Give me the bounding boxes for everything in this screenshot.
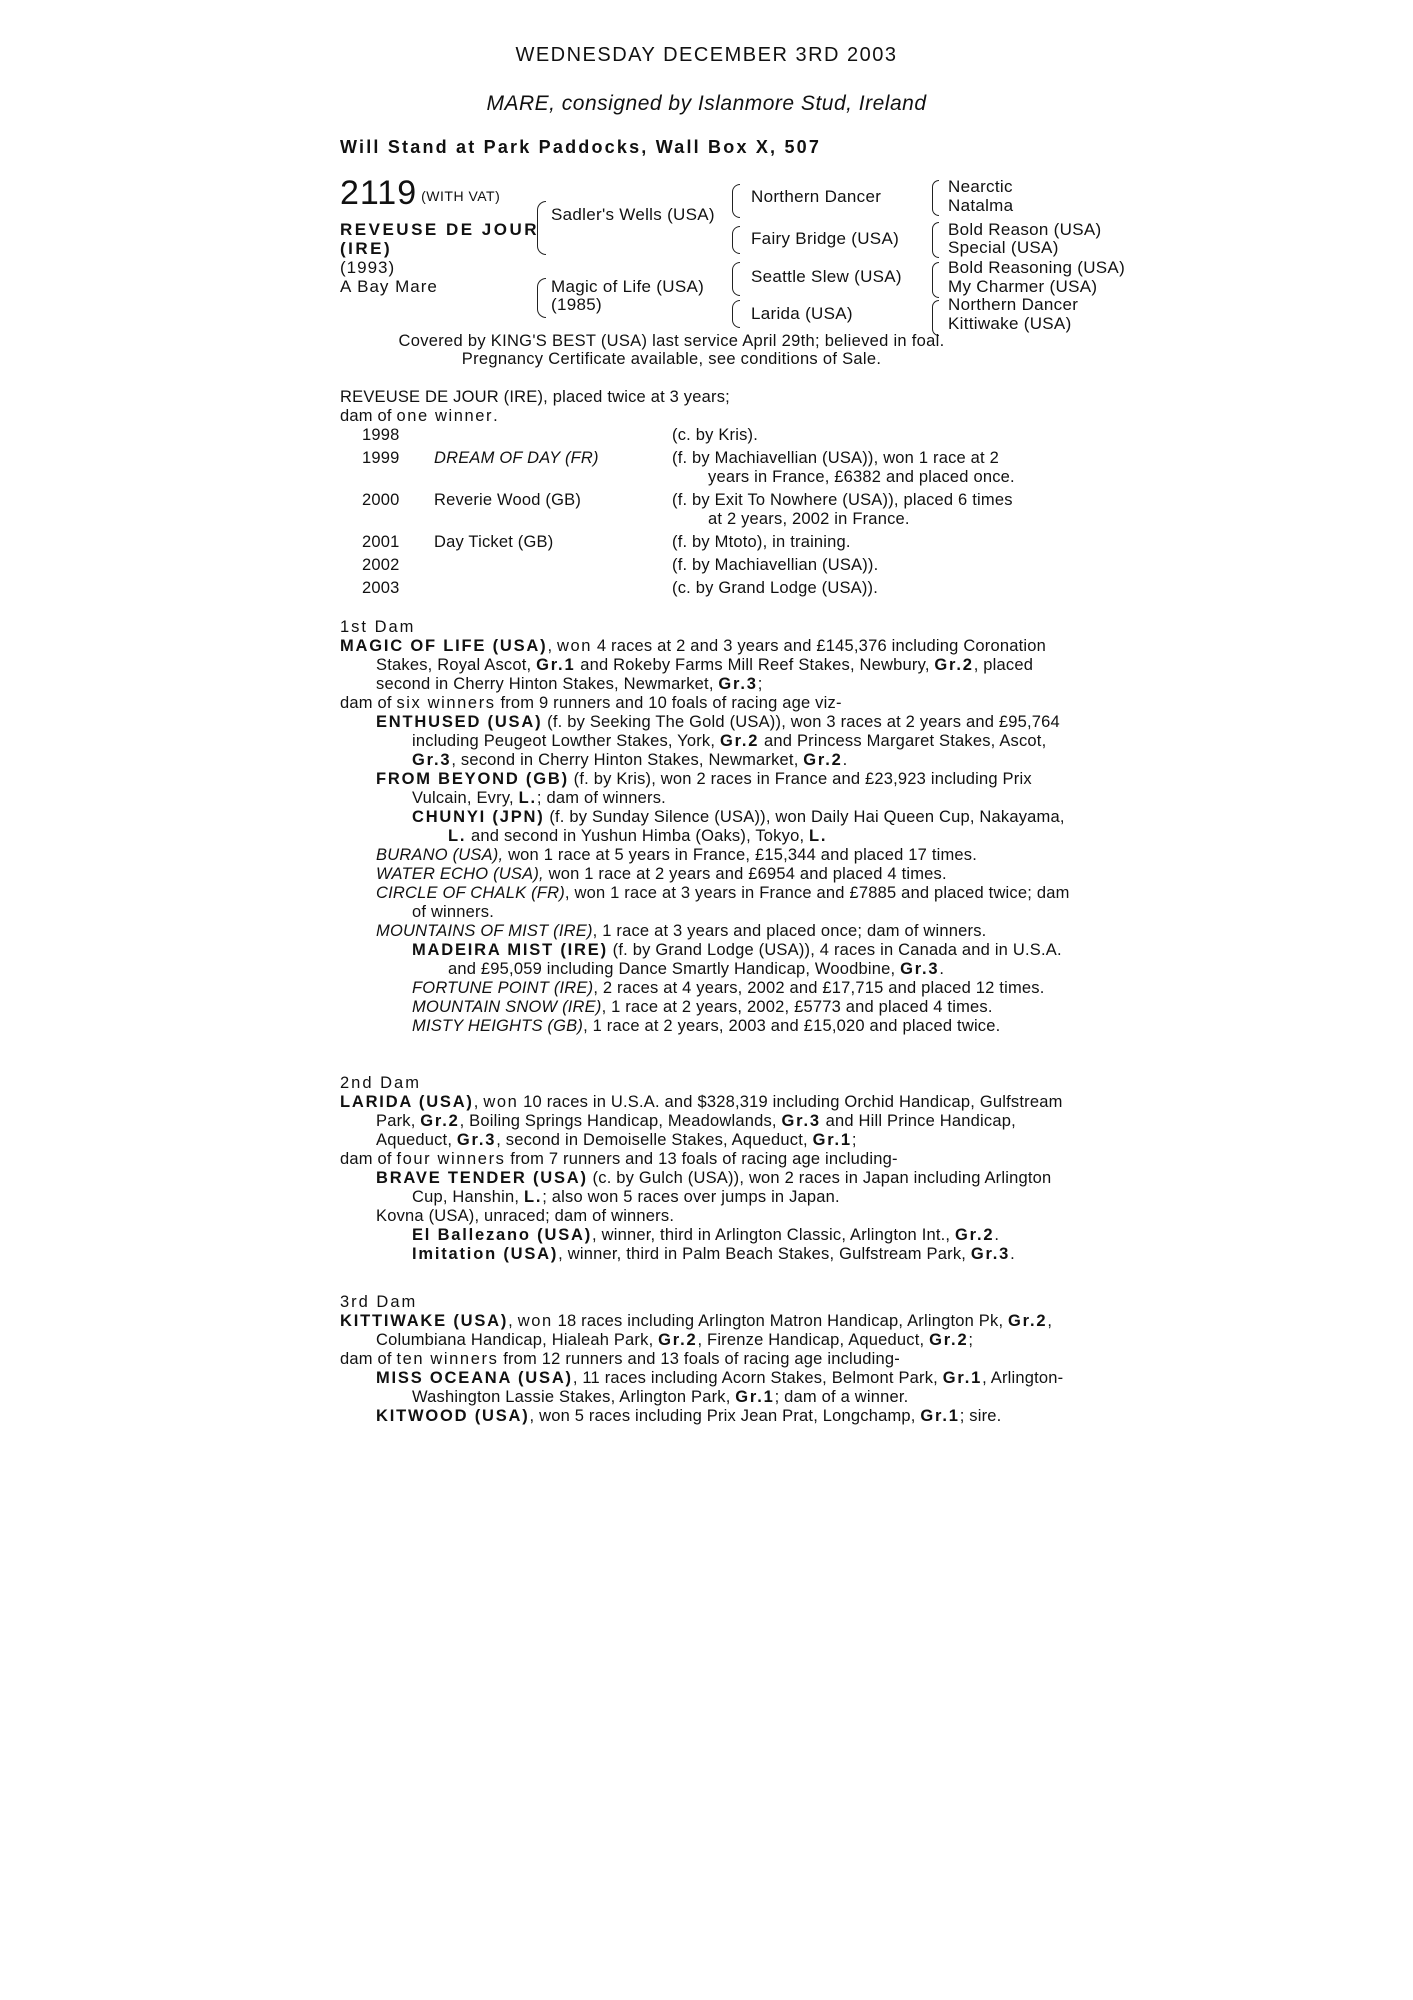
produce-details	[672, 533, 1072, 556]
progeny-name: KITWOOD (USA)	[376, 1407, 530, 1425]
produce-details	[672, 426, 1072, 449]
record-text: 10 races in U.S.A. and $328,319 including Orchid Handicap, Gulfstream Park,	[376, 1093, 1063, 1130]
ss-brace	[732, 184, 740, 218]
produce-details-cont: years in France, £6382 and placed once.	[708, 468, 1015, 486]
record-text: , 1 race at 2 years, 2002, £5773 and placed 4 times.	[601, 998, 993, 1016]
second-dam-section	[340, 1074, 1080, 1264]
record-text: , won 1 race at 3 years in France and £7885 and placed twice; dam of winners.	[412, 884, 1070, 921]
winners-count: six winners	[396, 694, 496, 712]
record-text: , Columbiana Handicap, Hialeah Park,	[376, 1312, 1053, 1349]
second-dam-produce-summary	[340, 1150, 1080, 1169]
won-word: won	[557, 637, 593, 655]
intro-dam-of: dam of	[340, 407, 397, 425]
record-text: ;	[968, 1331, 974, 1349]
record-text: .	[842, 751, 848, 769]
grade-badge: Gr.2	[803, 751, 843, 769]
ped-natalma: Natalma	[948, 196, 1014, 215]
record-text: won 1 race at 5 years in France, £15,344 and placed 17 times.	[503, 846, 978, 864]
second-dam-record: LARIDA (USA), won 10 races in U.S.A. and $328,319 including Orchid Handicap, Gulfstream Park, Gr.2, Boiling Springs Handicap, Meadowlands, Gr.3 and Hill Prince Handicap, Aqueduct, Gr.3, second in Demoiselle Stakes, Aqueduct, Gr.1;	[340, 1093, 1063, 1149]
record-text: , Arlington-Washington Lassie Stakes, Arlington Park,	[412, 1369, 1064, 1406]
produce-details	[672, 556, 1072, 579]
progeny-mountain-snow	[340, 998, 1080, 1017]
sd-brace	[732, 226, 740, 254]
record-text: , Boiling Springs Handicap, Meadowlands,	[459, 1112, 782, 1130]
progeny-name: MADEIRA MIST (IRE)	[412, 941, 608, 959]
progeny-water-echo	[340, 865, 1080, 884]
dam-year: (1985)	[551, 295, 602, 314]
record-text: , second in Demoiselle Stakes, Aqueduct,	[496, 1131, 813, 1149]
record-text: 4 races at 2 and 3 years and £145,376 including Coronation Stakes, Royal Ascot,	[376, 637, 1047, 674]
dam-name: Magic of Life (USA)	[551, 277, 705, 296]
horse-name-line2: (IRE)	[340, 239, 393, 258]
ped-my-charmer: My Charmer (USA)	[948, 277, 1098, 296]
record-text: .	[1010, 1245, 1015, 1263]
third-dam-heading: 3rd Dam	[340, 1293, 418, 1311]
produce-details-line: (f. by Machiavellian (USA)).	[672, 556, 879, 574]
progeny-imitation	[340, 1245, 1080, 1264]
ped-special: Special (USA)	[948, 238, 1059, 257]
produce-row	[362, 533, 1072, 556]
grade-badge: Gr.2	[719, 732, 760, 750]
progeny-circle-of-chalk	[340, 884, 1080, 922]
produce-name	[434, 579, 672, 602]
produce-year: 1998	[362, 426, 400, 444]
produce-table	[362, 426, 1072, 602]
horse-details	[340, 220, 539, 296]
produce-name	[434, 426, 672, 449]
record-text: , winner, third in Arlington Classic, Arlington Int.,	[592, 1226, 955, 1244]
progeny-kovna: Kovna (USA), unraced; dam of winners.	[376, 1207, 675, 1225]
sire-brace	[537, 201, 546, 255]
sss-brace	[932, 180, 939, 216]
record-text: ; dam of winners.	[536, 789, 666, 807]
produce-details-line: (f. by Mtoto), in training.	[672, 533, 851, 551]
progeny-name: MOUNTAIN SNOW (IRE)	[412, 998, 602, 1016]
progeny-name: MISTY HEIGHTS (GB)	[412, 1017, 584, 1035]
grade-badge: Gr.1	[942, 1369, 983, 1387]
record-text: , won 5 races including Prix Jean Prat, Longchamp,	[529, 1407, 921, 1425]
progeny-name: El Ballezano (USA)	[412, 1226, 593, 1244]
dam-of-text: dam of	[340, 1350, 397, 1368]
grade-badge: Gr.1	[812, 1131, 852, 1149]
record-text: , 2 races at 4 years, 2002 and £17,715 and placed 12 times.	[593, 979, 1045, 997]
record-text: and Rokeby Farms Mill Reef Stakes, Newbury,	[575, 656, 935, 674]
produce-row	[362, 449, 1072, 491]
covered-line1: Covered by KING'S BEST (USA) last service April 29th; believed in foal.	[398, 332, 945, 350]
record-text: ;	[851, 1131, 857, 1149]
progeny-from-beyond	[340, 770, 1080, 808]
third-dam-produce-summary	[340, 1350, 1080, 1369]
produce-details-line: (c. by Grand Lodge (USA)).	[672, 579, 879, 597]
horse-name-line1: REVEUSE DE JOUR	[340, 220, 540, 239]
third-dam-name: KITTIWAKE (USA)	[340, 1312, 509, 1330]
produce-details-line: (f. by Exit To Nowhere (USA)), placed 6 times	[672, 491, 1013, 509]
record-text: (c. by Gulch (USA)), won 2 races in Japan including Arlington Cup, Hanshin,	[412, 1169, 1052, 1206]
record-text: (f. by Grand Lodge (USA)), 4 races in Canada and in U.S.A. and £95,059 including Dance Smartly Handicap, Woodbine,	[448, 941, 1062, 978]
progeny-name: BRAVE TENDER (USA)	[376, 1169, 588, 1187]
grade-badge: Gr.3	[781, 1112, 821, 1130]
record-text: and second in Yushun Himba (Oaks), Tokyo,	[466, 827, 810, 845]
produce-name	[434, 556, 672, 579]
produce-section	[340, 388, 1080, 602]
grade-badge: Gr.3	[970, 1245, 1011, 1263]
progeny-kitwood	[340, 1407, 1080, 1426]
intro-line2	[340, 407, 1080, 426]
horse-year: (1993)	[340, 258, 396, 277]
record-text: , Firenze Handicap, Aqueduct,	[697, 1331, 930, 1349]
record-text: 18 races including Arlington Matron Handicap, Arlington Pk,	[552, 1312, 1009, 1330]
produce-year: 2000	[362, 491, 400, 509]
record-text: and Hill Prince Handicap, Aqueduct,	[376, 1112, 1016, 1149]
first-dam-record: MAGIC OF LIFE (USA), won 4 races at 2 and 3 years and £145,376 including Coronation Stakes, Royal Ascot, Gr.1 and Rokeby Farms Mill Reef Stakes, Newbury, Gr.2, placed second in Cherry Hinton Stakes, Newmarket, Gr.3;	[340, 637, 1047, 693]
produce-details	[672, 449, 1072, 491]
produce-name: Day Ticket (GB)	[434, 533, 554, 551]
intro-end: .	[493, 407, 498, 425]
grade-badge: Gr.2	[955, 1226, 995, 1244]
produce-details-line: (f. by Machiavellian (USA)), won 1 race at 2	[672, 449, 1000, 467]
record-text: (f. by Kris), won 2 races in France and £23,923 including Prix Vulcain, Evry,	[412, 770, 1032, 807]
second-dam-heading: 2nd Dam	[340, 1074, 421, 1092]
covered-note	[0, 332, 1413, 368]
record-text: ; also won 5 races over jumps in Japan.	[542, 1188, 840, 1206]
progeny-name: FORTUNE POINT (IRE)	[412, 979, 594, 997]
ped-northern-dancer: Northern Dancer	[948, 295, 1079, 314]
progeny-mountains-of-mist	[340, 922, 1080, 941]
produce-row	[362, 579, 1072, 602]
progeny-chunyi	[340, 808, 1080, 846]
progeny-el-ballezano	[340, 1226, 1080, 1245]
progeny-madeira-mist	[340, 941, 1080, 979]
progeny-burano	[340, 846, 1080, 865]
consignment-line: MARE, consigned by Islanmore Stud, Ireland	[486, 92, 927, 115]
grade-badge: Gr.2	[1008, 1312, 1048, 1330]
dss-brace	[932, 262, 939, 298]
dam-of-text: from 7 runners and 13 foals of racing age including-	[505, 1150, 898, 1168]
grade-badge: Gr.1	[735, 1388, 775, 1406]
progeny-name: BURANO (USA),	[376, 846, 504, 864]
progeny-misty-heights	[340, 1017, 1080, 1036]
grade-badge: Gr.2	[420, 1112, 460, 1130]
dam-of-text: dam of	[340, 1150, 397, 1168]
dam-brace	[537, 278, 546, 318]
sale-date: WEDNESDAY DECEMBER 3RD 2003	[515, 44, 898, 66]
ped-bold-reason: Bold Reason (USA)	[948, 220, 1102, 239]
progeny-brave-tender	[340, 1169, 1080, 1207]
grade-badge: L.	[518, 789, 537, 807]
progeny-name: MOUNTAINS OF MIST (IRE)	[376, 922, 593, 940]
first-dam-name: MAGIC OF LIFE (USA)	[340, 637, 548, 655]
winners-count: ten winners	[396, 1350, 499, 1368]
sire-name: Sadler's Wells (USA)	[551, 205, 715, 224]
ds-brace	[732, 262, 740, 296]
produce-details-cont: at 2 years, 2002 in France.	[708, 510, 910, 528]
record-text: ; dam of a winner.	[774, 1388, 909, 1406]
grade-badge: Gr.3	[718, 675, 758, 693]
won-word: won	[517, 1312, 553, 1330]
grade-badge: Gr.3	[900, 960, 940, 978]
record-text: , placed second in Cherry Hinton Stakes, Newmarket,	[376, 656, 1034, 693]
progeny-name: FROM BEYOND (GB)	[376, 770, 569, 788]
dam-of-text: from 12 runners and 13 foals of racing age including-	[498, 1350, 900, 1368]
third-dam-record: KITTIWAKE (USA), won 18 races including Arlington Matron Handicap, Arlington Pk, Gr.2, Columbiana Handicap, Hialeah Park, Gr.2, Firenze Handicap, Aqueduct, Gr.2;	[340, 1312, 1053, 1349]
dd-brace	[732, 300, 740, 328]
progeny-name: CHUNYI (JPN)	[412, 808, 545, 826]
record-text: (f. by Seeking The Gold (USA)), won 3 races at 2 years and £95,764 including Peugeot Lowther Stakes, York,	[412, 713, 1060, 750]
location-line: Will Stand at Park Paddocks, Wall Box X, 507	[340, 137, 822, 157]
record-text: ;	[757, 675, 763, 693]
produce-details-line: (c. by Kris).	[672, 426, 759, 444]
won-word: won	[483, 1093, 519, 1111]
first-dam-heading: 1st Dam	[340, 618, 416, 636]
winners-count: four winners	[396, 1150, 506, 1168]
dam-dam: Larida (USA)	[751, 304, 853, 323]
sire-sire: Northern Dancer	[751, 187, 882, 206]
dam-of-text: dam of	[340, 694, 397, 712]
progeny-fortune-point	[340, 979, 1080, 998]
first-dam-produce-summary	[340, 694, 1080, 713]
progeny-name: MISS OCEANA (USA)	[376, 1369, 573, 1387]
grade-badge: Gr.3	[456, 1131, 497, 1149]
third-dam-section	[340, 1293, 1080, 1426]
produce-year: 1999	[362, 449, 400, 467]
produce-row	[362, 556, 1072, 579]
produce-year: 2002	[362, 556, 400, 574]
progeny-name: WATER ECHO (USA),	[376, 865, 544, 883]
dam-sire: Seattle Slew (USA)	[751, 267, 902, 286]
progeny-miss-oceana	[340, 1369, 1080, 1407]
progeny-name: CIRCLE OF CHALK (FR)	[376, 884, 565, 902]
grade-badge: Gr.3	[412, 751, 452, 769]
progeny-name: ENTHUSED (USA)	[376, 713, 543, 731]
produce-row	[362, 491, 1072, 533]
progeny-name: Imitation (USA)	[412, 1245, 559, 1263]
grade-badge: Gr.1	[536, 656, 576, 674]
produce-year: 2001	[362, 533, 400, 551]
vat-label: (WITH VAT)	[421, 188, 501, 204]
covered-line2: Pregnancy Certificate available, see conditions of Sale.	[461, 350, 882, 368]
intro-winners: one winner	[396, 407, 494, 425]
record-text: , second in Cherry Hinton Stakes, Newmarket,	[451, 751, 804, 769]
record-text: , 1 race at 3 years and placed once; dam of winners.	[592, 922, 987, 940]
dam-of-text: from 9 runners and 10 foals of racing age viz-	[495, 694, 842, 712]
ped-kittiwake: Kittiwake (USA)	[948, 314, 1072, 333]
record-text: (f. by Sunday Silence (USA)), won Daily Hai Queen Cup, Nakayama,	[544, 808, 1065, 826]
intro-line1: REVEUSE DE JOUR (IRE), placed twice at 3 years;	[340, 388, 730, 406]
sire-dam: Fairy Bridge (USA)	[751, 229, 900, 248]
record-text: , 1 race at 2 years, 2003 and £15,020 and placed twice.	[583, 1017, 1001, 1035]
record-text: won 1 race at 2 years and £6954 and placed 4 times.	[543, 865, 947, 883]
record-text: , 11 races including Acorn Stakes, Belmont Park,	[572, 1369, 943, 1387]
grade-badge: Gr.2	[658, 1331, 698, 1349]
grade-badge: Gr.2	[934, 656, 974, 674]
produce-details	[672, 491, 1072, 533]
record-text: , winner, third in Palm Beach Stakes, Gulfstream Park,	[558, 1245, 971, 1263]
produce-year: 2003	[362, 579, 400, 597]
dds-brace	[932, 300, 939, 336]
lot-number-value: 2119	[340, 174, 418, 212]
record-text: .	[939, 960, 945, 978]
grade-badge: L.	[523, 1188, 543, 1206]
produce-row	[362, 426, 1072, 449]
sds-brace	[932, 222, 939, 258]
produce-name: Reverie Wood (GB)	[434, 491, 582, 509]
second-dam-name: LARIDA (USA)	[340, 1093, 474, 1111]
lot-number	[340, 176, 500, 210]
produce-details	[672, 579, 1072, 602]
grade-badge: L.	[809, 827, 828, 845]
first-dam-section	[340, 618, 1080, 1036]
record-text: and Princess Margaret Stakes, Ascot,	[759, 732, 1047, 750]
record-text: ; sire.	[959, 1407, 1002, 1425]
grade-badge: L.	[448, 827, 467, 845]
progeny-enthused	[340, 713, 1080, 770]
ped-bold-reasoning: Bold Reasoning (USA)	[948, 258, 1126, 277]
ped-nearctic: Nearctic	[948, 177, 1013, 196]
produce-name: DREAM OF DAY (FR)	[434, 449, 599, 467]
grade-badge: Gr.2	[929, 1331, 969, 1349]
horse-description: A Bay Mare	[340, 277, 438, 296]
record-text: .	[994, 1226, 1000, 1244]
grade-badge: Gr.1	[920, 1407, 960, 1425]
